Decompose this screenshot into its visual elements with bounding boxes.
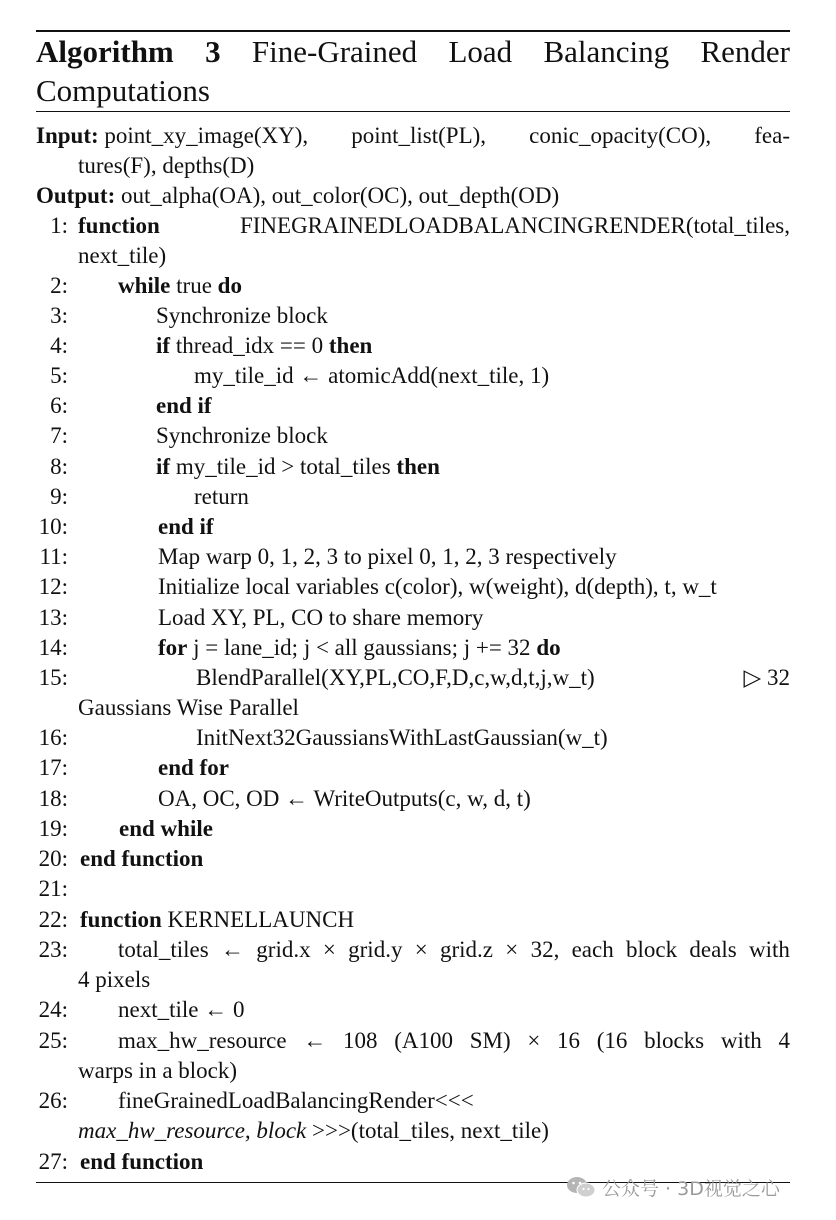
algo-line-25: 25: max_hw_resource ← 108 (A100 SM) × 16 (16 blocks with 4 xyxy=(36,1026,790,1056)
algo-line-10: 10: end if xyxy=(36,512,790,542)
line-number: 14: xyxy=(38,635,68,660)
algo-line-18: 18: OA, OC, OD ← WriteOutputs(c, w, d, t) xyxy=(36,784,790,814)
output-text: out_alpha(OA), out_color(OC), out_depth(OD) xyxy=(121,183,560,208)
input-label: Input: xyxy=(36,123,99,148)
line-number: 11: xyxy=(39,544,68,569)
math-expression: max_hw_resource, block xyxy=(78,1118,307,1143)
algo-line-14: 14: for j = lane_id; j < all gaussians; j += 32 do xyxy=(36,633,790,663)
watermark xyxy=(566,1170,780,1204)
algo-line-21 xyxy=(36,874,790,904)
algo-line-12: 12: Initialize local variables c(color), w(weight), d(depth), t, w_t xyxy=(36,572,790,602)
algorithm-title xyxy=(36,32,790,110)
line-number: 19: xyxy=(38,816,68,841)
algo-line-8: 8: if my_tile_id > total_tiles then xyxy=(36,452,790,482)
line-number: 2: xyxy=(50,273,68,298)
algo-line-9: 9: return xyxy=(36,482,790,512)
algo-line-3: 3: Synchronize block xyxy=(36,301,790,331)
algo-line-1-cont: next_tile) xyxy=(78,243,167,268)
algo-line-16: 16: InitNext32GaussiansWithLastGaussian(w_t) xyxy=(36,723,790,753)
title-rule xyxy=(36,111,790,112)
algorithm-title-text: Fine-Grained Load Balancing Render Computations xyxy=(36,34,790,108)
line-number: 3: xyxy=(50,303,68,328)
line-number: 15: xyxy=(38,665,68,690)
watermark-text: 公众号 · 3D视觉之心 xyxy=(602,1177,780,1200)
algo-line-26-cont: max_hw_resource, block >>>(total_tiles, next_tile) xyxy=(78,1118,549,1143)
comment-triangle: ▷ 32 xyxy=(743,665,790,690)
algo-line-23: 23: total_tiles ← grid.x × grid.y × grid.z × 32, each block deals with xyxy=(36,935,790,965)
algo-line-23-cont: 4 pixels xyxy=(78,967,151,992)
algo-line-25-cont: warps in a block) xyxy=(78,1058,238,1083)
algo-line-22: 22: function KERNELLAUNCH xyxy=(36,905,790,935)
line-number: 13: xyxy=(38,605,68,630)
line-number: 24: xyxy=(38,997,68,1022)
algo-line-15-cont: Gaussians Wise Parallel xyxy=(78,695,299,720)
function-name: KERNELLAUNCH xyxy=(167,907,355,932)
algo-line-4: 4: if thread_idx == 0 then xyxy=(36,331,790,361)
input-continuation: tures(F), depths(D) xyxy=(78,153,255,178)
line-number: 7: xyxy=(50,423,68,448)
line-number: 22: xyxy=(38,907,68,932)
algo-line-11: 11: Map warp 0, 1, 2, 3 to pixel 0, 1, 2, 3 respectively xyxy=(36,542,790,572)
line-number: 21: xyxy=(38,876,68,901)
line-number: 16: xyxy=(38,725,68,750)
algo-line-24: 24: next_tile ← 0 xyxy=(36,995,790,1025)
line-number: 20: xyxy=(38,846,68,871)
algo-line-7: 7: Synchronize block xyxy=(36,421,790,451)
line-number: 26: xyxy=(38,1088,68,1113)
algo-line-5: 5: my_tile_id ← atomicAdd(next_tile, 1) xyxy=(36,361,790,391)
input-line xyxy=(36,121,790,151)
function-name: FINEGRAINEDLOADBALANCINGRENDER xyxy=(239,213,686,238)
line-number: 25: xyxy=(38,1028,68,1053)
function-keyword: function xyxy=(78,213,160,238)
line-number: 12: xyxy=(38,574,68,599)
algo-line-19: 19: end while xyxy=(36,814,790,844)
wechat-icon xyxy=(566,1175,596,1199)
algo-line-26: 26: fineGrainedLoadBalancingRender<<< xyxy=(36,1086,790,1116)
function-args: (total_tiles, xyxy=(685,213,790,238)
algo-line-17: 17: end for xyxy=(36,753,790,783)
line-number: 5: xyxy=(50,363,68,388)
input-item: point_xy_image(XY), xyxy=(104,123,309,148)
algo-line-13: 13: Load XY, PL, CO to share memory xyxy=(36,603,790,633)
algorithm-label: Algorithm 3 xyxy=(36,34,221,69)
line-number: 17: xyxy=(38,755,68,780)
output-label: Output: xyxy=(36,183,116,208)
algo-line-1 xyxy=(36,211,790,241)
input-item: conic_opacity(CO), xyxy=(529,123,712,148)
line-number: 6: xyxy=(50,393,68,418)
line-number: 23: xyxy=(38,937,68,962)
line-number: 27: xyxy=(38,1149,68,1174)
line-number: 4: xyxy=(50,333,68,358)
algo-line-27: 27: end function xyxy=(36,1147,790,1177)
line-number: 1: xyxy=(50,213,68,238)
line-number: 10: xyxy=(38,514,68,539)
algo-line-6: 6: end if xyxy=(36,391,790,421)
algo-line-2: 2: while true do xyxy=(36,271,790,301)
input-item: point_list(PL), xyxy=(351,123,487,148)
input-item: fea- xyxy=(754,123,790,148)
line-number: 9: xyxy=(50,484,68,509)
algo-line-15: 15: BlendParallel(XY,PL,CO,F,D,c,w,d,t,j,w_t) ▷ 32 xyxy=(36,663,790,693)
line-number: 8: xyxy=(50,454,68,479)
output-line xyxy=(36,181,790,211)
line-number: 18: xyxy=(38,786,68,811)
algo-line-20: 20: end function xyxy=(36,844,790,874)
